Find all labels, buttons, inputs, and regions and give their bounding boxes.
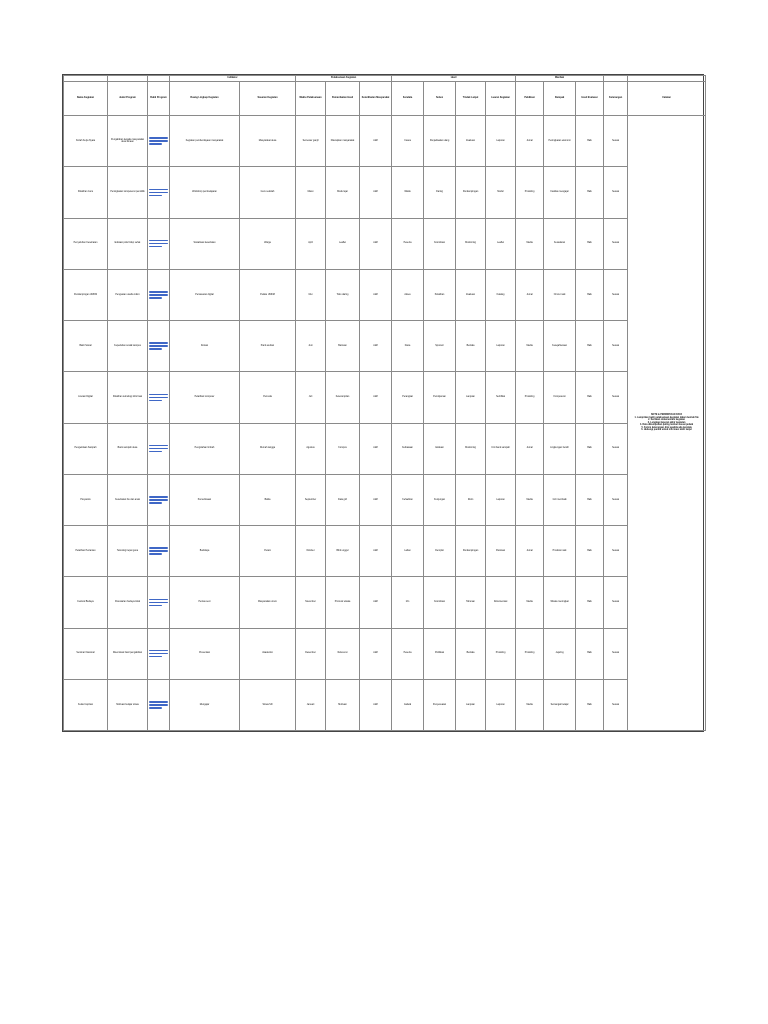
table-cell-target: Guru sekolah xyxy=(240,167,296,218)
column-header: Bukti Program xyxy=(148,82,170,116)
table-cell-program: Kesehatan ibu dan anak xyxy=(108,474,148,525)
evidence-link[interactable] xyxy=(148,218,170,269)
table-cell-name: Pelatihan Guru xyxy=(64,167,108,218)
table-cell-solution: Kunjungan xyxy=(424,474,456,525)
link-line[interactable] xyxy=(149,342,168,344)
table-cell-pub: Jurnal xyxy=(516,269,544,320)
link-line[interactable] xyxy=(149,502,162,504)
table-cell-program: Pelatihan teknologi informasi xyxy=(108,372,148,423)
column-header: Kendala xyxy=(392,82,424,116)
table-cell-program: Edukasi pola hidup sehat xyxy=(108,218,148,269)
table-cell-issue: Dana xyxy=(392,321,424,372)
table-row xyxy=(64,321,706,372)
table-cell-remark: Sesuai xyxy=(604,269,628,320)
table-cell-name: Posyandu xyxy=(64,474,108,525)
column-header: Keterlibatan Masyarakat xyxy=(360,82,392,116)
table-row xyxy=(64,167,706,218)
table-cell-issue: Peserta xyxy=(392,218,424,269)
table-cell-eval: Baik xyxy=(576,423,604,474)
link-line[interactable] xyxy=(149,547,168,549)
table-cell-use: Leaflet xyxy=(326,218,360,269)
table-cell-time: Januari xyxy=(296,679,326,730)
link-line[interactable] xyxy=(149,240,168,242)
table-cell-target: Panti asuhan xyxy=(240,321,296,372)
table-body xyxy=(64,116,706,731)
table-cell-pub: Media xyxy=(516,577,544,628)
table-cell-remark: Sesuai xyxy=(604,526,628,577)
table-cell-time: Agustus xyxy=(296,423,326,474)
table-cell-issue: Jadwal xyxy=(392,679,424,730)
table-cell-name: Seminar Nasional xyxy=(64,628,108,679)
evidence-link[interactable] xyxy=(148,321,170,372)
evidence-link[interactable] xyxy=(148,269,170,320)
table-cell-solution: Publikasi xyxy=(424,628,456,679)
table-cell-eval: Baik xyxy=(576,218,604,269)
table-cell-target: Akademisi xyxy=(240,628,296,679)
table-cell-eval: Baik xyxy=(576,577,604,628)
table-cell-remark: Sesuai xyxy=(604,577,628,628)
table-cell-use: Keterampilan xyxy=(326,372,360,423)
table-cell-output: Leaflet xyxy=(486,218,516,269)
table-cell-solution: Peminjaman xyxy=(424,372,456,423)
evidence-link[interactable] xyxy=(148,628,170,679)
table-cell-involve: Aktif xyxy=(360,167,392,218)
note-item: 4. Data dikumpulkan paling lambat sesuai jadwal xyxy=(639,424,694,427)
table-cell-scope: Pengolahan limbah xyxy=(170,423,240,474)
note-item: 6. Hubungi panitia untuk informasi lebih lanjut xyxy=(641,429,692,432)
table-cell-target: Masyarakat desa xyxy=(240,116,296,167)
column-header: Nama Kegiatan xyxy=(64,82,108,116)
column-header: Ruang Lingkup Kegiatan xyxy=(170,82,240,116)
table-cell-time: Mei xyxy=(296,269,326,320)
note-item: 3. Lengkapi laporan akhir kegiatan xyxy=(647,421,686,424)
table-cell-scope: Budidaya xyxy=(170,526,240,577)
table-row xyxy=(64,679,706,730)
table-cell-eval: Baik xyxy=(576,628,604,679)
table-cell-remark: Sesuai xyxy=(604,116,628,167)
group-header: Hasil xyxy=(392,76,516,82)
evidence-link[interactable] xyxy=(148,372,170,423)
table-row xyxy=(64,628,706,679)
table-cell-time: Juli xyxy=(296,372,326,423)
table-cell-solution: Sponsor xyxy=(424,321,456,372)
link-line[interactable] xyxy=(149,451,162,453)
column-header-row xyxy=(64,82,706,116)
table-cell-solution: Penyesuaian xyxy=(424,679,456,730)
link-line[interactable] xyxy=(149,599,168,601)
link-line[interactable] xyxy=(149,189,168,191)
table-cell-follow: Berkala xyxy=(456,628,486,679)
table-cell-output: Laporan xyxy=(486,474,516,525)
table-cell-time: Oktober xyxy=(296,526,326,577)
link-line[interactable] xyxy=(149,297,162,299)
table-cell-time: September xyxy=(296,474,326,525)
link-line[interactable] xyxy=(149,707,162,709)
table-cell-program: Bank sampah desa xyxy=(108,423,148,474)
evidence-link[interactable] xyxy=(148,526,170,577)
table-cell-issue: Peserta xyxy=(392,628,424,679)
table-cell-pub: Media xyxy=(516,321,544,372)
table-cell-target: Rumah tangga xyxy=(240,423,296,474)
table-cell-scope: Mengajar xyxy=(170,679,240,730)
table-cell-time: November xyxy=(296,577,326,628)
table-cell-use: Modul ajar xyxy=(326,167,360,218)
table-cell-name: Kuliah Kerja Nyata xyxy=(64,116,108,167)
link-line[interactable] xyxy=(149,701,168,703)
table-cell-output: Laporan xyxy=(486,116,516,167)
table-cell-pub: Prosiding xyxy=(516,372,544,423)
table-cell-impact: Kualitas mengajar xyxy=(544,167,576,218)
table-cell-follow: Monitoring xyxy=(456,423,486,474)
evidence-link[interactable] xyxy=(148,116,170,167)
table-cell-use: Diterapkan masyarakat xyxy=(326,116,360,167)
table-cell-eval: Baik xyxy=(576,679,604,730)
note-item: 1. Lampirkan bukti pelaksanaan kegiatan dalam bentuk file xyxy=(634,416,699,419)
link-line[interactable] xyxy=(149,553,162,555)
group-header: Indikator xyxy=(170,76,296,82)
table-row xyxy=(64,423,706,474)
column-header: Tindak Lanjut xyxy=(456,82,486,116)
table-cell-remark: Sesuai xyxy=(604,474,628,525)
table-cell-eval: Baik xyxy=(576,167,604,218)
link-line[interactable] xyxy=(149,140,168,142)
table-cell-involve: Aktif xyxy=(360,577,392,628)
table-cell-scope: Workshop pembelajaran xyxy=(170,167,240,218)
table-cell-impact: Gizi membaik xyxy=(544,474,576,525)
table-cell-name: Festival Budaya xyxy=(64,577,108,628)
group-header: Manfaat xyxy=(516,76,604,82)
evidence-link[interactable] xyxy=(148,167,170,218)
table-cell-impact: Semangat belajar xyxy=(544,679,576,730)
table-cell-target: Pemuda xyxy=(240,372,296,423)
table-cell-output: Prosiding xyxy=(486,628,516,679)
link-line[interactable] xyxy=(149,650,168,652)
column-header: Solusi xyxy=(424,82,456,116)
table-cell-impact: Kompetensi xyxy=(544,372,576,423)
table-cell-remark: Sesuai xyxy=(604,372,628,423)
table-cell-time: April xyxy=(296,218,326,269)
table-cell-pub: Prosiding xyxy=(516,167,544,218)
link-line[interactable] xyxy=(149,243,168,245)
table-cell-involve: Aktif xyxy=(360,372,392,423)
link-line[interactable] xyxy=(149,394,168,396)
table-cell-involve: Aktif xyxy=(360,474,392,525)
table-cell-program: Peningkatan kompetensi pendidik xyxy=(108,167,148,218)
table-cell-time: Juni xyxy=(296,321,326,372)
table-cell-program: Diseminasi hasil pengabdian xyxy=(108,628,148,679)
table-cell-issue: Lahan xyxy=(392,526,424,577)
table-cell-solution: Demplot xyxy=(424,526,456,577)
link-line[interactable] xyxy=(149,445,168,447)
note-item: 5. Kolom keterangan diisi apabila ada kendala xyxy=(641,426,692,429)
table-cell-follow: Evaluasi xyxy=(456,269,486,320)
table-cell-impact: Kesadaran xyxy=(544,218,576,269)
table-cell-name: Pelatihan Pertanian xyxy=(64,526,108,577)
table-cell-use: Toko daring xyxy=(326,269,360,320)
table-cell-output: Dokumentasi xyxy=(486,577,516,628)
table-row xyxy=(64,577,706,628)
table-row xyxy=(64,269,706,320)
link-line[interactable] xyxy=(149,246,162,248)
table-cell-involve: Aktif xyxy=(360,526,392,577)
evidence-link[interactable] xyxy=(148,679,170,730)
table-cell-impact: Wisata meningkat xyxy=(544,577,576,628)
table-cell-impact: Produksi naik xyxy=(544,526,576,577)
table-cell-solution: Koordinasi xyxy=(424,218,456,269)
table-cell-eval: Baik xyxy=(576,372,604,423)
table-cell-issue: Cuaca xyxy=(392,116,424,167)
table-cell-target: Siswa SD xyxy=(240,679,296,730)
evidence-link[interactable] xyxy=(148,474,170,525)
column-header: Judul Program xyxy=(108,82,148,116)
table-row xyxy=(64,372,706,423)
table-cell-involve: Aktif xyxy=(360,628,392,679)
table-cell-scope: Pentas seni xyxy=(170,577,240,628)
table-cell-follow: Lanjutan xyxy=(456,679,486,730)
evidence-link[interactable] xyxy=(148,577,170,628)
table-cell-involve: Aktif xyxy=(360,321,392,372)
table-cell-target: Balita xyxy=(240,474,296,525)
table-cell-eval: Baik xyxy=(576,526,604,577)
link-line[interactable] xyxy=(149,499,168,501)
table-cell-pub: Media xyxy=(516,218,544,269)
link-line[interactable] xyxy=(149,400,162,402)
table-cell-involve: Aktif xyxy=(360,423,392,474)
table-cell-time: Maret xyxy=(296,167,326,218)
table-cell-involve: Aktif xyxy=(360,218,392,269)
table-cell-pub: Jurnal xyxy=(516,526,544,577)
table-cell-use: Referensi xyxy=(326,628,360,679)
table-cell-follow: Pendampingan xyxy=(456,526,486,577)
table-cell-program: Pelestarian budaya lokal xyxy=(108,577,148,628)
table-cell-scope: Presentasi xyxy=(170,628,240,679)
table-cell-solution: Edukasi xyxy=(424,423,456,474)
table-cell-use: Data gizi xyxy=(326,474,360,525)
table-cell-output: Laporan xyxy=(486,321,516,372)
table-cell-solution: Koordinasi xyxy=(424,577,456,628)
table-cell-issue: Izin xyxy=(392,577,424,628)
evidence-link[interactable] xyxy=(148,423,170,474)
link-line[interactable] xyxy=(149,605,162,607)
note-item: 2. Sertakan dokumentasi kegiatan xyxy=(648,419,686,422)
table-cell-program: Penguatan usaha mikro xyxy=(108,269,148,320)
table-cell-issue: Perangkat xyxy=(392,372,424,423)
table-cell-output: Katalog xyxy=(486,269,516,320)
document-sheet xyxy=(62,74,704,732)
table-row xyxy=(64,116,706,167)
table-cell-issue: Akses xyxy=(392,269,424,320)
link-line[interactable] xyxy=(149,291,168,293)
table-cell-follow: Tahunan xyxy=(456,577,486,628)
table-cell-follow: Evaluasi xyxy=(456,116,486,167)
table-cell-use: Bibit unggul xyxy=(326,526,360,577)
table-cell-output: Sertifikat xyxy=(486,372,516,423)
column-header: Hasil Evaluasi xyxy=(576,82,604,116)
table-cell-solution: Pelatihan xyxy=(424,269,456,320)
table-cell-follow: Berkala xyxy=(456,321,486,372)
table-cell-scope: Pemeriksaan xyxy=(170,474,240,525)
link-line[interactable] xyxy=(149,550,168,552)
table-cell-scope: Kegiatan pemberdayaan masyarakat xyxy=(170,116,240,167)
table-cell-program: Motivasi belajar siswa xyxy=(108,679,148,730)
table-cell-time: Semester ganjil xyxy=(296,116,326,167)
table-cell-eval: Baik xyxy=(576,269,604,320)
table-cell-remark: Sesuai xyxy=(604,167,628,218)
link-line[interactable] xyxy=(149,192,168,194)
table-cell-name: Kelas Inspirasi xyxy=(64,679,108,730)
table-cell-follow: Pendampingan xyxy=(456,167,486,218)
table-cell-impact: Jejaring xyxy=(544,628,576,679)
table-cell-scope: Pelatihan komputer xyxy=(170,372,240,423)
table-cell-name: Pengelolaan Sampah xyxy=(64,423,108,474)
table-cell-involve: Aktif xyxy=(360,116,392,167)
table-cell-remark: Sesuai xyxy=(604,423,628,474)
table-cell-program: Pengabdian kepada masyarakat desa binaan xyxy=(108,116,148,167)
notes-title: NOTE & PERMINTAAN DATA xyxy=(651,413,683,416)
column-header: Publikasi xyxy=(516,82,544,116)
table-cell-scope: Pemasaran digital xyxy=(170,269,240,320)
table-cell-eval: Baik xyxy=(576,116,604,167)
link-line[interactable] xyxy=(149,143,162,145)
table-cell-name: Penyuluhan Kesehatan xyxy=(64,218,108,269)
table-cell-target: Warga xyxy=(240,218,296,269)
link-line[interactable] xyxy=(149,195,162,197)
table-cell-output: Unit bank sampah xyxy=(486,423,516,474)
table-cell-involve: Aktif xyxy=(360,269,392,320)
table-cell-solution: Penjadwalan ulang xyxy=(424,116,456,167)
table-cell-solution: Daring xyxy=(424,167,456,218)
table-cell-remark: Sesuai xyxy=(604,321,628,372)
table-cell-remark: Sesuai xyxy=(604,218,628,269)
link-line[interactable] xyxy=(149,704,168,706)
link-line[interactable] xyxy=(149,294,168,296)
table-cell-remark: Sesuai xyxy=(604,628,628,679)
table-cell-issue: Kebiasaan xyxy=(392,423,424,474)
column-header: Keterangan xyxy=(604,82,628,116)
column-header: Dampak xyxy=(544,82,576,116)
table-cell-scope: Sosialisasi kesehatan xyxy=(170,218,240,269)
column-header: Luaran Kegiatan xyxy=(486,82,516,116)
table-cell-time: Desember xyxy=(296,628,326,679)
table-cell-program: Teknologi tepat guna xyxy=(108,526,148,577)
table-cell-output: Panduan xyxy=(486,526,516,577)
table-cell-use: Kompos xyxy=(326,423,360,474)
column-header: Catatan xyxy=(628,82,706,116)
table-cell-target: Pelaku UMKM xyxy=(240,269,296,320)
table-cell-follow: Lanjutan xyxy=(456,372,486,423)
table-cell-use: Bantuan xyxy=(326,321,360,372)
table-cell-remark: Sesuai xyxy=(604,679,628,730)
table-row xyxy=(64,526,706,577)
table-cell-pub: Media xyxy=(516,474,544,525)
link-line[interactable] xyxy=(149,653,168,655)
table-cell-follow: Rutin xyxy=(456,474,486,525)
table-cell-output: Laporan xyxy=(486,679,516,730)
table-cell-name: Pendampingan UMKM xyxy=(64,269,108,320)
link-line[interactable] xyxy=(149,656,162,658)
table-cell-name: Bakti Sosial xyxy=(64,321,108,372)
table-cell-use: Motivasi xyxy=(326,679,360,730)
notes-cell xyxy=(628,116,706,731)
link-line[interactable] xyxy=(149,448,168,450)
table-cell-program: Kepedulian sosial kampus xyxy=(108,321,148,372)
link-line[interactable] xyxy=(149,137,168,139)
table-cell-output: Modul xyxy=(486,167,516,218)
link-line[interactable] xyxy=(149,348,162,350)
table-cell-issue: Waktu xyxy=(392,167,424,218)
table-cell-pub: Jurnal xyxy=(516,423,544,474)
table-cell-target: Masyarakat umum xyxy=(240,577,296,628)
column-header: Sasaran Kegiatan xyxy=(240,82,296,116)
table-cell-eval: Baik xyxy=(576,321,604,372)
table-cell-scope: Donasi xyxy=(170,321,240,372)
column-header: Pemanfaatan Hasil xyxy=(326,82,360,116)
table-row xyxy=(64,474,706,525)
column-header: Waktu Pelaksanaan xyxy=(296,82,326,116)
table-cell-pub: Jurnal xyxy=(516,116,544,167)
table-cell-name: Literasi Digital xyxy=(64,372,108,423)
table-cell-use: Promosi wisata xyxy=(326,577,360,628)
data-table xyxy=(63,75,706,731)
table-cell-target: Petani xyxy=(240,526,296,577)
table-cell-issue: Kehadiran xyxy=(392,474,424,525)
group-header: Pelaksanaan Kegiatan xyxy=(296,76,392,82)
link-line[interactable] xyxy=(149,496,168,498)
table-cell-impact: Lingkungan bersih xyxy=(544,423,576,474)
link-line[interactable] xyxy=(149,345,168,347)
table-cell-impact: Omzet naik xyxy=(544,269,576,320)
table-cell-involve: Aktif xyxy=(360,679,392,730)
link-line[interactable] xyxy=(149,602,168,604)
table-cell-pub: Media xyxy=(516,679,544,730)
table-cell-impact: Peningkatan ekonomi xyxy=(544,116,576,167)
link-line[interactable] xyxy=(149,397,168,399)
table-cell-follow: Monitoring xyxy=(456,218,486,269)
table-cell-impact: Kesejahteraan xyxy=(544,321,576,372)
table-cell-pub: Prosiding xyxy=(516,628,544,679)
table-row xyxy=(64,218,706,269)
table-cell-eval: Baik xyxy=(576,474,604,525)
